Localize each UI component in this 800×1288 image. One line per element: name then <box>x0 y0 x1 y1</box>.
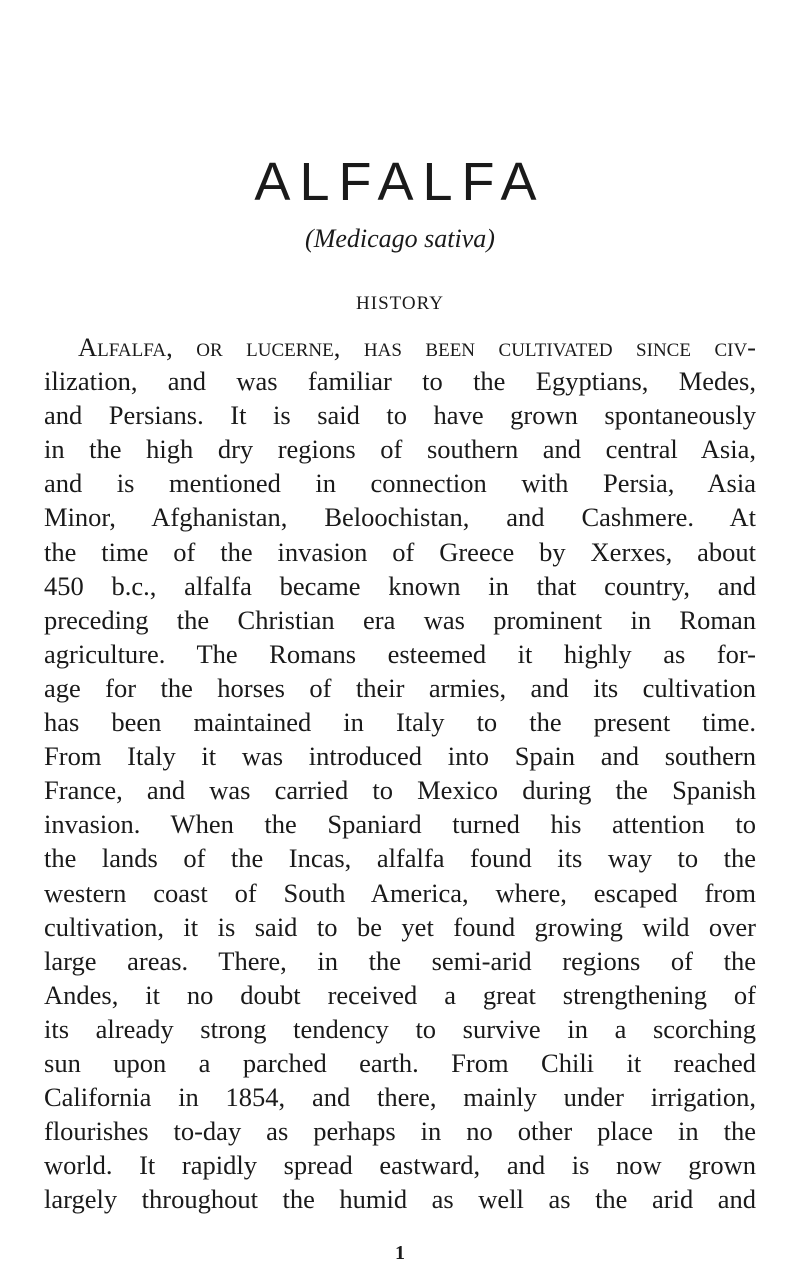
text-line: large areas. There, in the semi-arid regions of the <box>44 945 756 976</box>
text-line: Andes, it no doubt received a great strengthening of <box>44 979 756 1010</box>
text-line: Minor, Afghanistan, Beloochistan, and Cashmere. At <box>44 502 756 533</box>
text-line: California in 1854, and there, mainly under irrigation, <box>44 1082 756 1113</box>
text-line: has been maintained in Italy to the present time. <box>44 707 756 738</box>
page-title: ALFALFA <box>254 152 546 212</box>
text-line: cultivation, it is said to be yet found growing wild over <box>44 911 756 942</box>
text-line: largely throughout the humid as well as the arid and <box>44 1184 756 1215</box>
text-line: From Italy it was introduced into Spain and southern <box>44 741 756 772</box>
text-line: in the high dry regions of southern and central Asia, <box>44 434 756 465</box>
body-text <box>44 330 756 1216</box>
text-line: world. It rapidly spread eastward, and is now grown <box>44 1150 756 1181</box>
text-line: the lands of the Incas, alfalfa found its way to the <box>44 843 756 874</box>
text-line: Alfalfa, or lucerne, has been cultivated since civ- <box>78 332 756 362</box>
text-line: the time of the invasion of Greece by Xerxes, about <box>44 536 756 567</box>
text-line: and Persians. It is said to have grown spontaneously <box>44 400 756 431</box>
text-line: and is mentioned in connection with Persia, Asia <box>44 468 756 499</box>
text-line: 450 b.c., alfalfa became known in that country, and <box>44 570 756 601</box>
page-number: 1 <box>395 1242 405 1264</box>
text-line: its already strong tendency to survive in a scorching <box>44 1013 756 1044</box>
scientific-name-subtitle: (Medicago sativa) <box>305 224 495 253</box>
section-heading: HISTORY <box>356 293 444 314</box>
text-line: France, and was carried to Mexico during the Spanish <box>44 775 756 806</box>
text-line: western coast of South America, where, escaped from <box>44 877 756 908</box>
text-line: age for the horses of their armies, and its cultivation <box>44 672 756 703</box>
text-line: sun upon a parched earth. From Chili it reached <box>44 1047 756 1078</box>
text-line: preceding the Christian era was prominent in Roman <box>44 604 756 635</box>
text-line: flourishes to-day as perhaps in no other place in the <box>44 1116 756 1147</box>
text-line: invasion. When the Spaniard turned his attention to <box>44 809 756 840</box>
text-line: agriculture. The Romans esteemed it highly as for- <box>44 638 756 669</box>
text-line: ilization, and was familiar to the Egyptians, Medes, <box>44 366 756 397</box>
